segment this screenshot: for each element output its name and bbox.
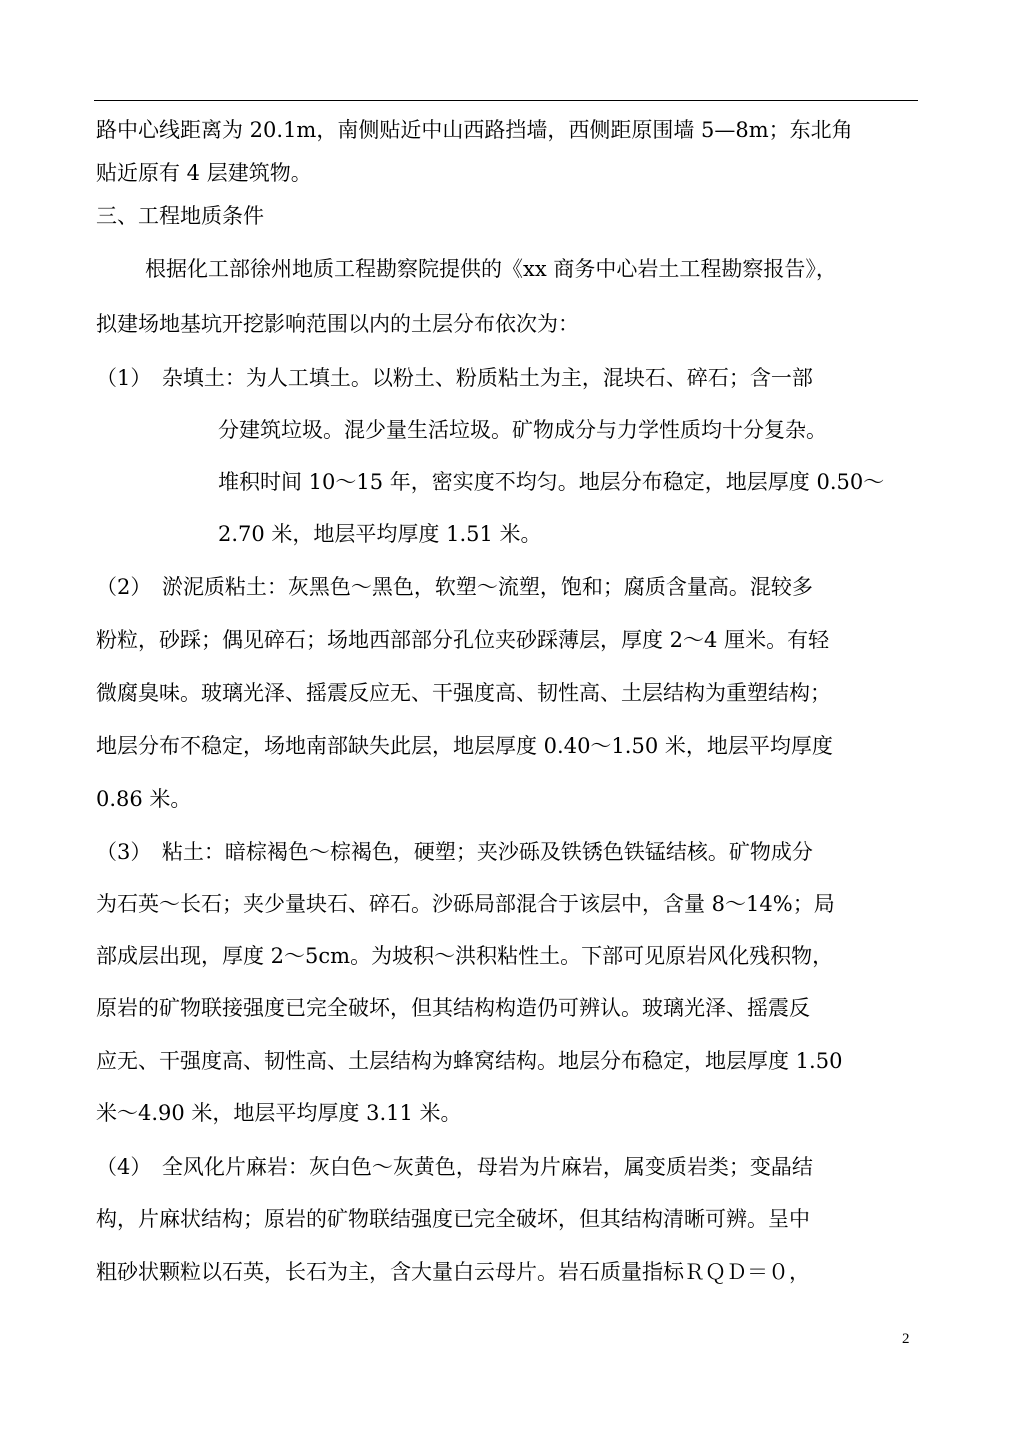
text-line: 根据化工部徐州地质工程勘察院提供的《xx 商务中心岩土工程勘察报告》， [145, 257, 837, 281]
text-line: 为石英～长石；夹少量块石、碎石。沙砾局部混合于该层中，含量 8～14%；局 [96, 892, 835, 916]
text-line: 分建筑垃圾。混少量生活垃圾。矿物成分与力学性质均十分复杂。 [218, 418, 827, 442]
text-line: 部成层出现，厚度 2～5cm。为坡积～洪积粘性土。下部可见原岩风化残积物， [96, 944, 834, 968]
text-line: 贴近原有 4 层建筑物。 [96, 161, 312, 185]
header-rule [94, 100, 918, 101]
text-line: 堆积时间 10～15 年，密实度不均匀。地层分布稳定，地层厚度 0.50～ [218, 470, 885, 494]
text-line: 0.86 米。 [96, 787, 192, 811]
text-line: 粉粒，砂踩；偶见碎石；场地西部部分孔位夹砂踩薄层，厚度 2～4 厘米。有轻 [96, 628, 830, 652]
text-line: 微腐臭味。玻璃光泽、摇震反应无、干强度高、韧性高、土层结构为重塑结构； [96, 681, 831, 705]
text-line: 构，片麻状结构；原岩的矿物联结强度已完全破坏，但其结构清晰可辨。呈中 [96, 1207, 810, 1231]
text-line: 粗砂状颗粒以石英，长石为主，含大量白云母片。岩石质量指标ＲＱＤ＝０， [96, 1260, 810, 1284]
list-item-1: （1） 杂填土：为人工填土。以粉土、粉质粘土为主，混块石、碎石；含一部 [96, 366, 813, 390]
text-line: 地层分布不稳定，场地南部缺失此层，地层厚度 0.40～1.50 米，地层平均厚度 [96, 734, 833, 758]
text-line: 拟建场地基坑开挖影响范围以内的土层分布依次为： [96, 312, 579, 336]
text-line: 2.70 米，地层平均厚度 1.51 米。 [218, 522, 542, 546]
text-line: 米～4.90 米，地层平均厚度 3.11 米。 [96, 1101, 462, 1125]
text-line: 路中心线距离为 20.1m，南侧贴近中山西路挡墙，西侧距原围墙 5—8m；东北角 [96, 118, 853, 142]
list-item-2: （2） 淤泥质粘土：灰黑色～黑色，软塑～流塑，饱和；腐质含量高。混较多 [96, 575, 813, 599]
text-line: 应无、干强度高、韧性高、土层结构为蜂窝结构。地层分布稳定，地层厚度 1.50 [96, 1049, 843, 1073]
page-number: 2 [902, 1331, 910, 1347]
list-item-4: （4） 全风化片麻岩：灰白色～灰黄色，母岩为片麻岩，属变质岩类；变晶结 [96, 1155, 813, 1179]
list-item-3: （3） 粘土：暗棕褐色～棕褐色，硬塑；夹沙砾及铁锈色铁锰结核。矿物成分 [96, 840, 813, 864]
section-heading: 三、工程地质条件 [96, 204, 264, 228]
text-line: 原岩的矿物联接强度已完全破坏，但其结构构造仍可辨认。玻璃光泽、摇震反 [96, 996, 810, 1020]
